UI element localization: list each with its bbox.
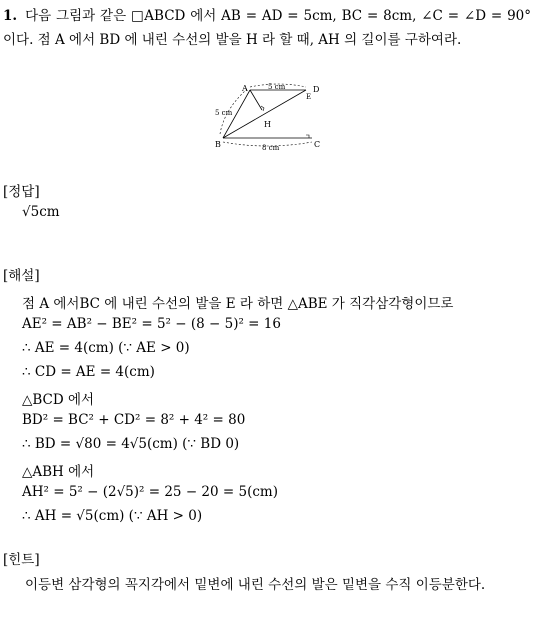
quadrilateral-figure [210, 80, 328, 152]
solution-line: AE² = AB² − BE² = 5² − (8 − 5)² = 16 [22, 316, 281, 332]
hint-text: 이등변 삼각형의 꼭지각에서 밑변에 내린 수선의 발은 밑변을 수직 이등분한다. [25, 577, 486, 593]
segment-ah [250, 90, 262, 110]
label-d: D [313, 85, 320, 94]
solution-line: AH² = 5² − (2√5)² = 25 − 20 = 5(cm) [22, 484, 278, 500]
solution-line: ∴ BD = √80 = 4√5(cm) (∵ BD 0) [22, 436, 240, 452]
label-e: E [306, 93, 312, 101]
problem-number: 1. [3, 8, 18, 24]
label-ad-length: 5 cm [268, 83, 286, 91]
label-h: H [264, 120, 271, 129]
answer-header: [정답] [3, 184, 40, 200]
solution-line: 점 A 에서BC 에 내린 수선의 발을 E 라 하면 △ABE 가 직각삼각형이므로 [22, 296, 454, 312]
solution-line: BD² = BC² + CD² = 8² + 4² = 80 [22, 412, 246, 428]
solution-header: [해설] [3, 268, 40, 284]
label-a: A [242, 84, 248, 93]
right-angle-c [306, 135, 309, 138]
label-bc-length: 8 cm [262, 144, 280, 152]
solution-line: ∴ AE = 4(cm) (∵ AE > 0) [22, 340, 190, 356]
hint-header: [힌트] [3, 552, 40, 568]
problem-statement [3, 4, 531, 52]
solution-line: △ABH 에서 [22, 464, 95, 480]
solution-line: △BCD 에서 [22, 392, 95, 408]
edge-bd [223, 90, 306, 138]
problem-text: 다음 그림과 같은 □ABCD 에서 AB = AD = 5cm, BC = 8cm, ∠C = ∠D = 90° 이다. 점 A 에서 BD 에 내린 수선의 발을 H 라 할 때, AH 의 길이를 구하여라. [3, 8, 531, 48]
solution-line: ∴ AH = √5(cm) (∵ AH > 0) [22, 508, 203, 524]
answer-value: √5cm [22, 204, 60, 220]
figure-svg [210, 80, 328, 152]
solution-line: ∴ CD = AE = 4(cm) [22, 364, 155, 380]
label-b: B [215, 140, 221, 149]
label-c: C [314, 140, 321, 149]
label-ab-length: 5 cm [215, 109, 233, 117]
